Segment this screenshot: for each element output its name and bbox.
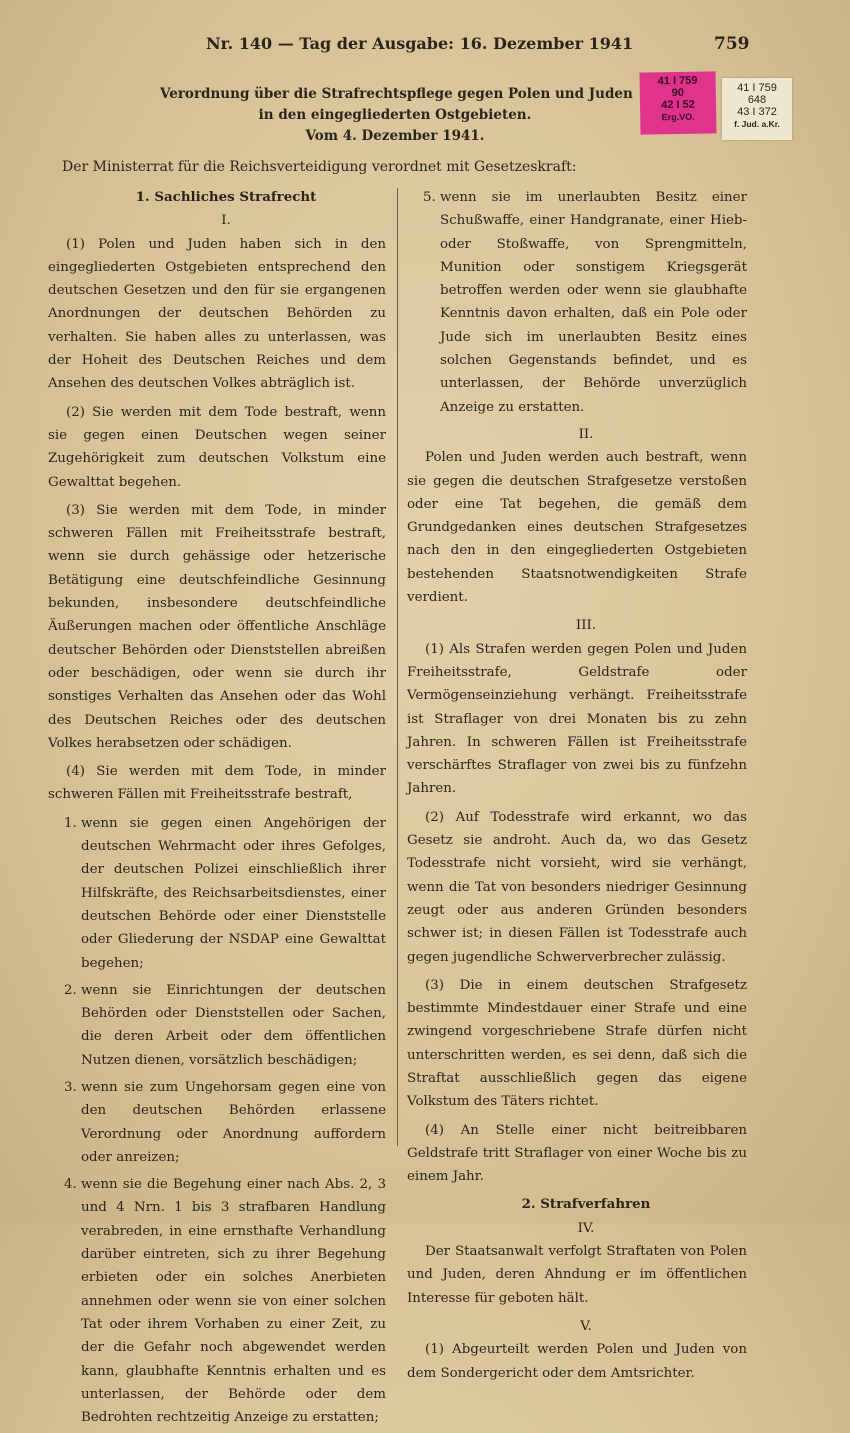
pink-label-line: 41 I 759	[657, 74, 698, 88]
page-header	[206, 34, 766, 53]
roman-heading: III.	[575, 618, 597, 634]
paragraph: (1) Als Strafen werden gegen Polen und Juden Freiheitsstrafe, Geldstrafe oder Vermögenseinziehung verhängt. Freiheitsstrafe ist Straflager von drei Monaten bis zu zehn Jahren. In schweren Fällen ist Freiheitsstrafe verschärftes Straflager von zwei bis zu fünfzehn Jahren.	[407, 641, 747, 797]
offence-list-continued	[407, 186, 747, 419]
paragraph: (4) An Stelle einer nicht beitreibbaren Geldstrafe tritt Straflager von einer Woche bis zu einem Jahr.	[407, 1122, 747, 1185]
issue-date: Tag der Ausgabe: 16. Dezember 1941	[299, 34, 634, 53]
list-number: 4.	[64, 1177, 77, 1193]
list-item	[407, 186, 747, 419]
title-line-2: in den eingegliederten Ostgebieten.	[258, 107, 532, 123]
ordinance-title	[160, 84, 633, 147]
list-item	[48, 1076, 386, 1169]
left-column	[48, 186, 386, 1433]
right-column	[407, 186, 747, 1390]
paper-label-line: f. Jud. a.Kr.	[734, 119, 780, 129]
paragraph: (3) Sie werden mit dem Tode, in minder schweren Fällen mit Freiheitsstrafe bestraft, wenn sie durch gehässige oder hetzerische Betätigung eine deutschfeindliche Gesinnung bekunden, insbesondere deutschfeindliche Äußerungen machen oder öffentliche Anschläge deutscher Behörden oder Dienststellen abreißen oder beschädigen, oder wenn sie durch ihr sonstiges Verhalten das Ansehen oder das Wohl des Deutschen Reiches oder des deutschen Volkes herabsetzen oder schädigen.	[48, 502, 386, 751]
pink-label-line: 90	[671, 86, 685, 100]
header-dash: —	[277, 34, 294, 53]
list-item	[48, 1173, 386, 1429]
issue-number: Nr. 140	[206, 34, 273, 53]
paragraph: Polen und Juden werden auch bestraft, wenn sie gegen die deutschen Strafgesetze verstoßen oder eine Tat begehen, die gemäß dem Grundgedanken eines deutschen Strafgesetzes nach den in den eingegliederten Ostgebieten bestehenden Staatsnotwendigkeiten Strafe verdient.	[407, 450, 747, 606]
list-number: 2.	[64, 982, 77, 998]
paragraph: (1) Abgeurteilt werden Polen und Juden von dem Sondergericht oder dem Amtsrichter.	[407, 1342, 747, 1381]
pink-label-line: 42 I 52	[661, 98, 695, 112]
paper-label-line: 648	[747, 94, 767, 106]
list-text: wenn sie die Begehung einer nach Abs. 2, 3 und 4 Nrn. 1 bis 3 strafbaren Handlung verabreden, in eine ernsthafte Verhandlung darüber eintreten, sich zu ihrer Begehung erbieten oder ein solches Anerbieten annehmen oder wenn sie von einer solchen Tat oder ihrem Vorhaben zu einer Zeit, zu der die Gefahr noch abgewendet werden kann, glaubhafte Kenntnis erhalten und es unterlassen, der Behörde oder dem Bedrohten rechtzeitig Anzeige zu erstatten;	[81, 1177, 386, 1426]
roman-heading: V.	[580, 1318, 592, 1334]
list-text: wenn sie im unerlaubten Besitz einer Schußwaffe, einer Handgranate, einer Hieb- oder Stoßwaffe, von Sprengmitteln, Munition oder sonstigem Kriegsgerät betroffen werden oder wenn sie glaubhafte Kenntnis davon erhalten, daß ein Pole oder Jude sich im unerlaubten Besitz eines solchen Gegenstands befindet, und es unterlassen, der Behörde unverzüglich Anzeige zu erstatten.	[440, 190, 747, 415]
list-number: 1.	[64, 815, 77, 831]
paper-reference-label	[722, 78, 792, 140]
column-divider	[397, 188, 398, 1146]
page-number: 759	[714, 34, 750, 54]
roman-heading: I.	[221, 213, 231, 229]
paper-label-line: 43 I 372	[737, 106, 777, 118]
paragraph: (2) Sie werden mit dem Tode bestraft, wenn sie gegen einen Deutschen wegen seiner Zugehörigkeit zum deutschen Volkstum eine Gewalttat begehen.	[48, 404, 386, 490]
title-line-3: Vom 4. Dezember 1941.	[305, 128, 485, 144]
paragraph: (3) Die in einem deutschen Strafgesetz bestimmte Mindestdauer einer Strafe und eine zwingend vorgeschriebene Strafe dürfen nicht unterschritten werden, es sei denn, daß sich die Straftat ausschließlich gegen das eigene Volkstum des Täters richtet.	[407, 977, 747, 1110]
pink-label-line: Erg.VO.	[661, 111, 695, 123]
preamble: Der Ministerrat für die Reichsverteidigung verordnet mit Gesetzeskraft:	[62, 159, 577, 175]
paper-label-line: 41 I 759	[737, 82, 777, 94]
list-item	[48, 812, 386, 975]
roman-heading: II.	[578, 426, 594, 442]
section-heading: 1. Sachliches Strafrecht	[135, 189, 317, 205]
offence-list	[48, 812, 386, 1430]
list-number: 5.	[423, 190, 436, 205]
list-number: 3.	[64, 1079, 77, 1095]
roman-heading: IV.	[577, 1220, 595, 1236]
title-line-1: Verordnung über die Strafrechtspflege gegen Polen und Juden	[160, 86, 633, 102]
list-text: wenn sie Einrichtungen der deutschen Behörden oder Dienststellen oder Sachen, die deren Arbeit oder dem öffentlichen Nutzen dienen, vorsätzlich beschädigen;	[81, 982, 386, 1068]
paragraph: (4) Sie werden mit dem Tode, in minder schweren Fällen mit Freiheitsstrafe bestraft,	[48, 764, 386, 803]
pink-reference-label	[639, 71, 716, 134]
section-heading: 2. Strafverfahren	[521, 1196, 651, 1213]
paragraph: (2) Auf Todesstrafe wird erkannt, wo das Gesetz sie androht. Auch da, wo das Gesetz Todesstrafe nicht vorsieht, wird sie verhängt, wenn die Tat von besonders niedriger Gesinnung zeugt oder aus anderen Gründen besonders schwer ist; in diesen Fällen ist Todesstrafe auch gegen jugendliche Schwerverbrecher zulässig.	[407, 809, 747, 965]
paragraph: Der Staatsanwalt verfolgt Straftaten von Polen und Juden, deren Ahndung er im öffentlichen Interesse für geboten hält.	[407, 1244, 747, 1306]
list-item	[48, 979, 386, 1072]
paragraph: (1) Polen und Juden haben sich in den eingegliederten Ostgebieten entsprechend den deutschen Gesetzen und den für sie ergangenen Anordnungen der deutschen Behörden zu verhalten. Sie haben alles zu unterlassen, was der Hoheit des Deutschen Reiches und dem Ansehen des deutschen Volkes abträglich ist.	[48, 236, 386, 392]
list-text: wenn sie zum Ungehorsam gegen eine von den deutschen Behörden erlassene Verordnung oder Anordnung auffordern oder anreizen;	[81, 1079, 386, 1165]
list-text: wenn sie gegen einen Angehörigen der deutschen Wehrmacht oder ihres Gefolges, der deutschen Polizei einschließlich ihrer Hilfskräfte, des Reichsarbeitsdienstes, einer deutschen Behörde oder einer Dienststelle oder Gliederung der NSDAP eine Gewalttat begehen;	[81, 815, 386, 971]
